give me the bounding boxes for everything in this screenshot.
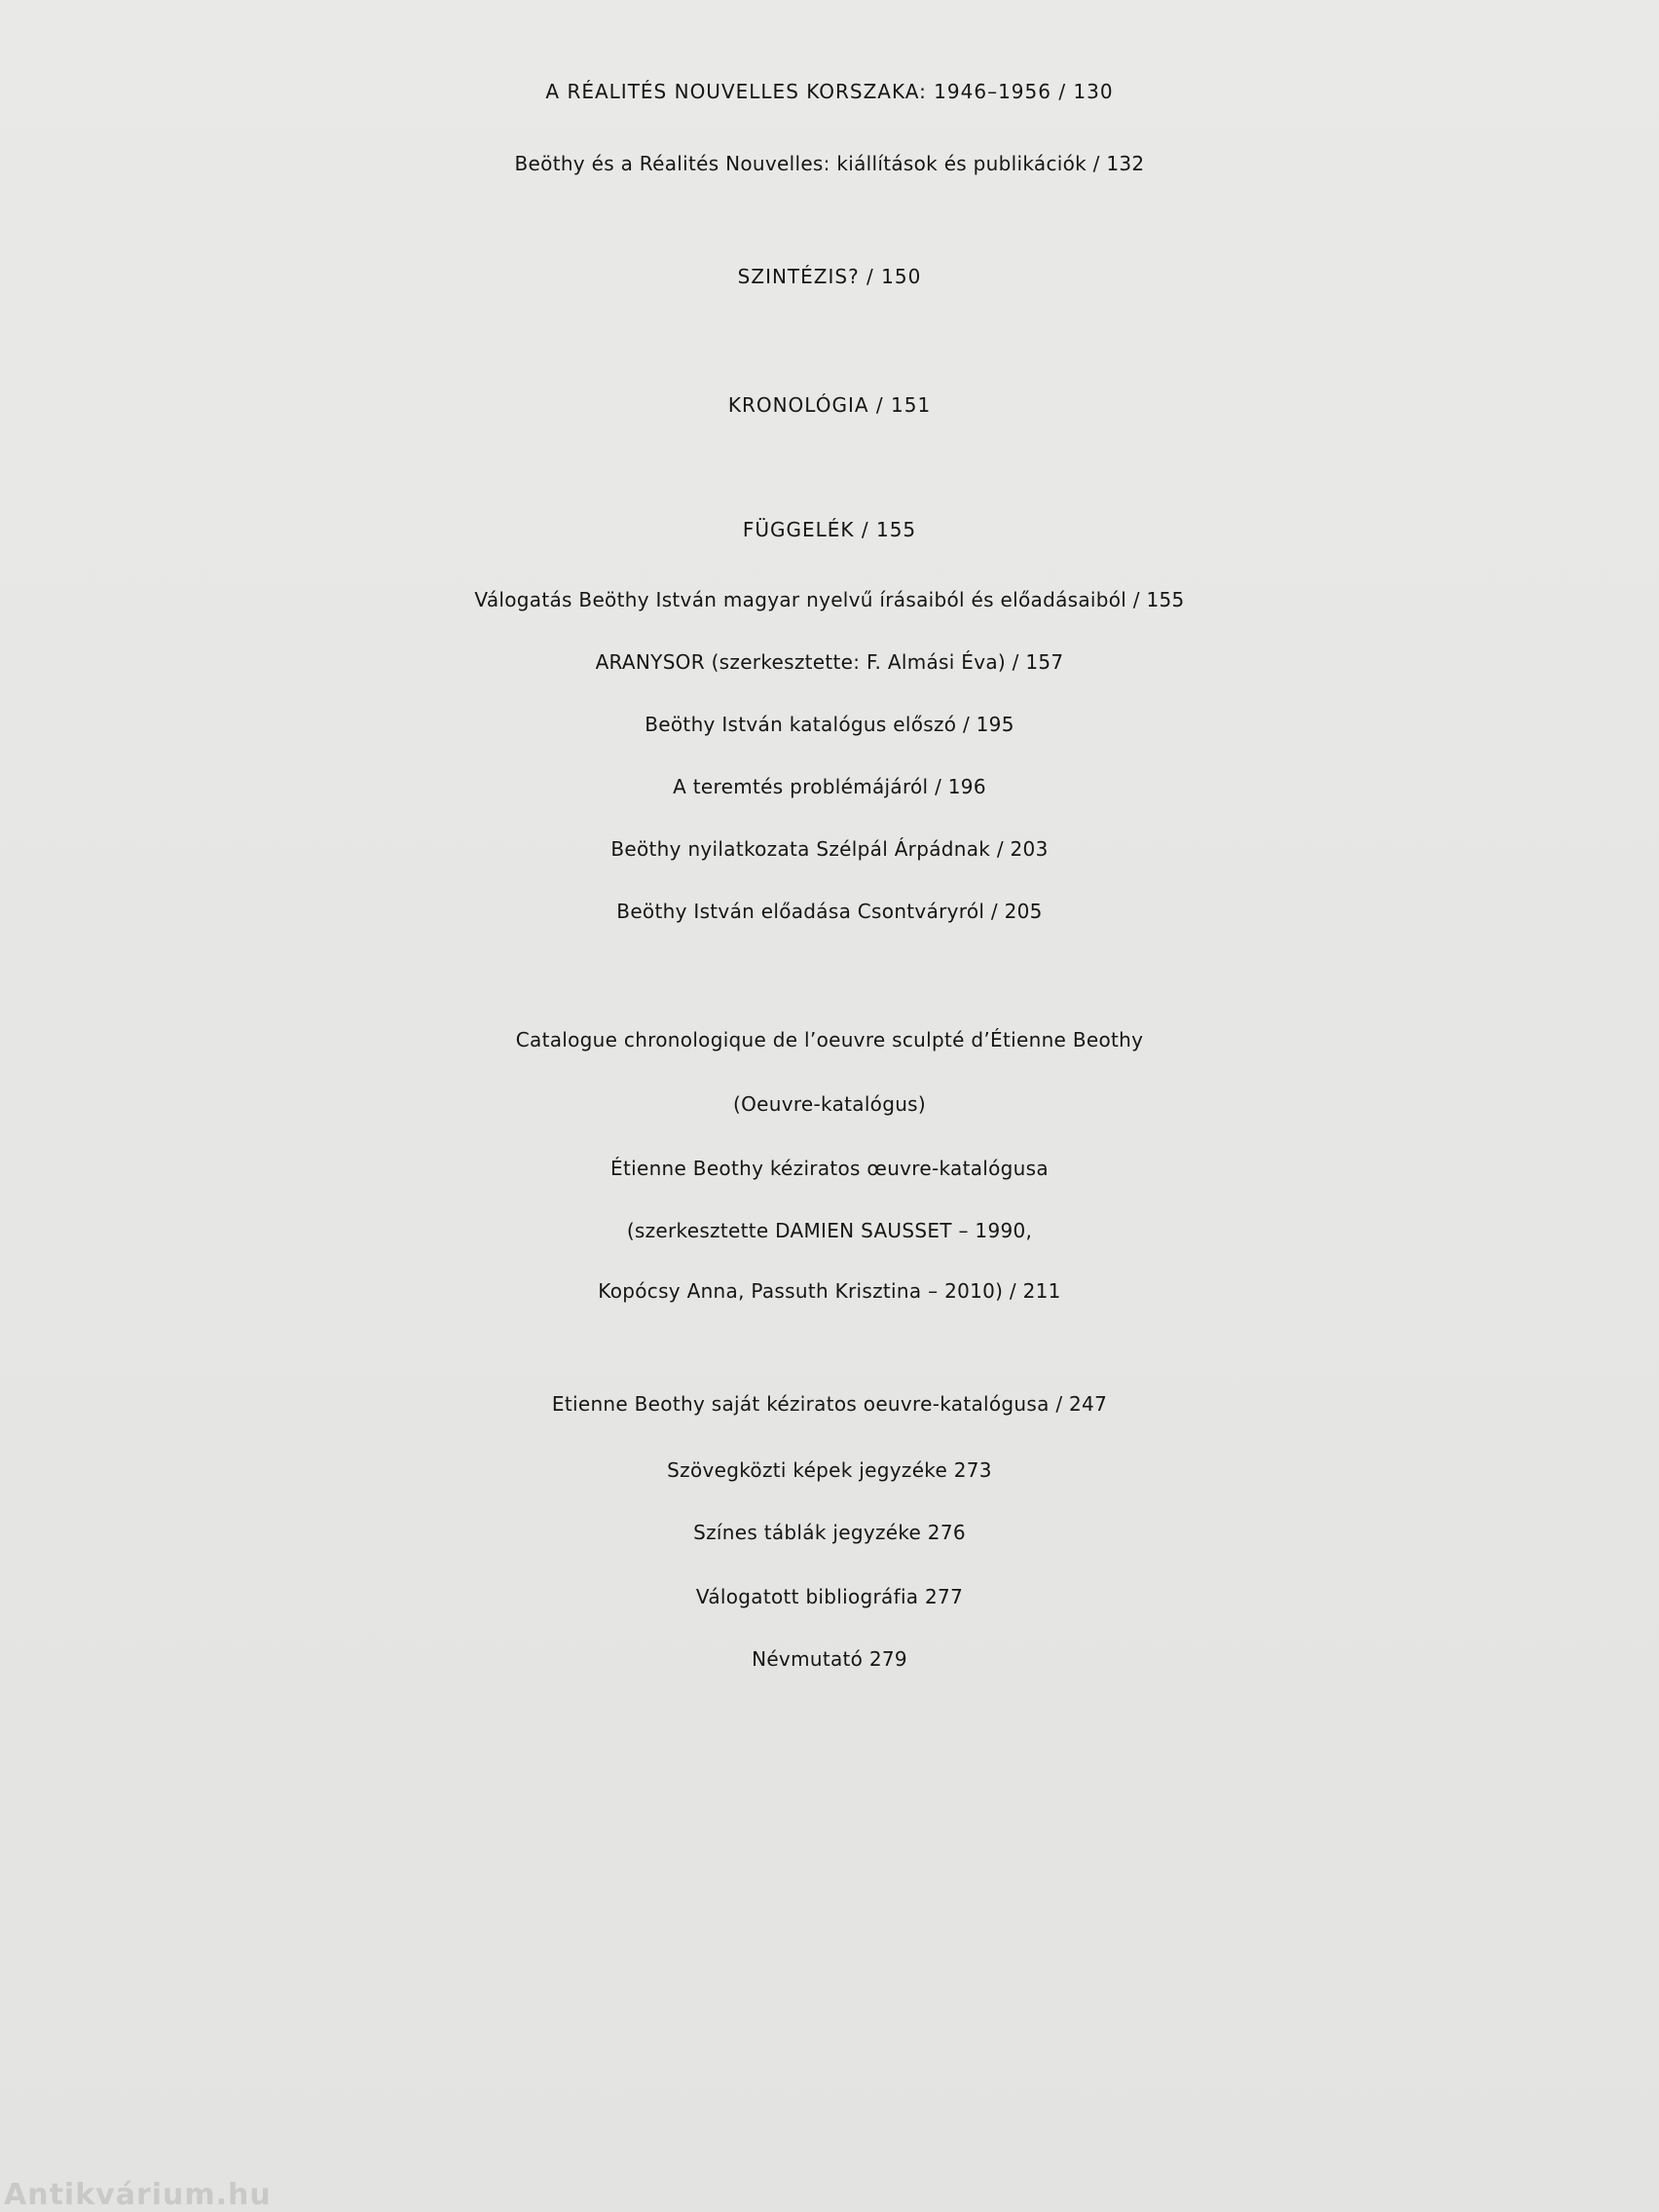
toc-entry-catalogue: (Oeuvre-katalógus) xyxy=(732,1092,927,1116)
toc-entry-catalogue: Catalogue chronologique de l’oeuvre sculpté d’Étienne Beothy xyxy=(515,1028,1144,1051)
toc-entry-catalogue: (szerkesztette DAMIEN SAUSSET – 1990, xyxy=(626,1219,1033,1242)
section-heading-szintezis: SZINTÉZIS? / 150 xyxy=(737,265,922,288)
toc-entry-final: Névmutató 279 xyxy=(752,1647,907,1671)
toc-entry-final: Válogatott bibliográfia 277 xyxy=(695,1585,964,1608)
toc-entry-appendix: ARANYSOR (szerkesztette: F. Almási Éva) / 157 xyxy=(595,650,1064,674)
toc-entry-appendix: A teremtés problémájáról / 196 xyxy=(673,775,986,798)
toc-entry-final: Szövegközti képek jegyzéke 273 xyxy=(667,1458,992,1482)
toc-entry-catalogue: Étienne Beothy kéziratos œuvre-katalógusa xyxy=(610,1157,1049,1180)
watermark: Antikvárium.hu xyxy=(4,2178,272,2212)
section-heading-fuggelek: FÜGGELÉK / 155 xyxy=(742,518,917,541)
toc-entry-final: Etienne Beothy saját kéziratos oeuvre-katalógusa / 247 xyxy=(551,1392,1108,1416)
toc-entry-realites-exhibitions: Beöthy és a Réalités Nouvelles: kiállítások és publikációk / 132 xyxy=(514,152,1145,175)
toc-entry-final: Színes táblák jegyzéke 276 xyxy=(693,1521,966,1544)
toc-entry-appendix: Beöthy István katalógus előszó / 195 xyxy=(645,713,1014,736)
section-heading-realites: A RÉALITÉS NOUVELLES KORSZAKA: 1946–1956 / 130 xyxy=(545,80,1114,103)
toc-entry-appendix: Válogatás Beöthy István magyar nyelvű írásaiból és előadásaiból / 155 xyxy=(474,588,1185,611)
toc-entry-appendix: Beöthy nyilatkozata Szélpál Árpádnak / 203 xyxy=(610,837,1049,861)
section-heading-kronologia: KRONOLÓGIA / 151 xyxy=(727,393,932,417)
toc-entry-appendix: Beöthy István előadása Csontváryról / 205 xyxy=(616,900,1043,923)
toc-entry-catalogue: Kopócsy Anna, Passuth Krisztina – 2010) / 211 xyxy=(598,1279,1061,1303)
